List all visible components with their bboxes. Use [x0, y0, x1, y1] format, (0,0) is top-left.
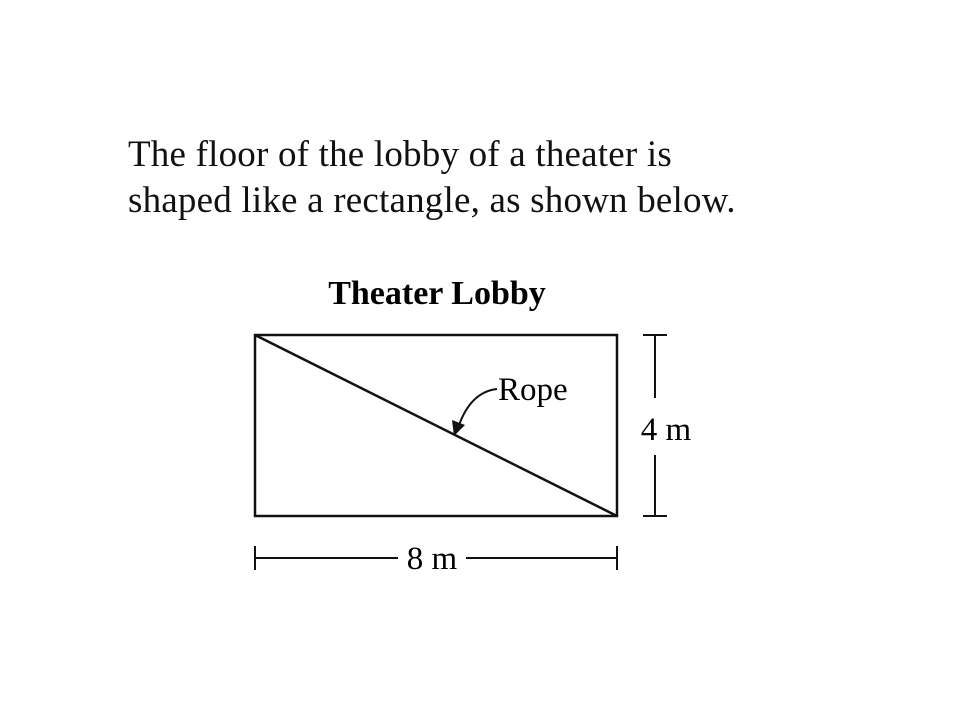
- rope-diagonal: [255, 335, 617, 516]
- question-line-1: The floor of the lobby of a theater is: [128, 134, 672, 175]
- rope-pointer-arrow: [458, 389, 497, 428]
- question-line-2: shaped like a rectangle, as shown below.: [128, 180, 736, 221]
- rope-label: Rope: [498, 372, 568, 408]
- width-label: 8 m: [406, 541, 458, 577]
- figure-title: Theater Lobby: [328, 275, 546, 312]
- rope-arrowhead: [452, 420, 465, 436]
- height-label: 4 m: [640, 412, 692, 448]
